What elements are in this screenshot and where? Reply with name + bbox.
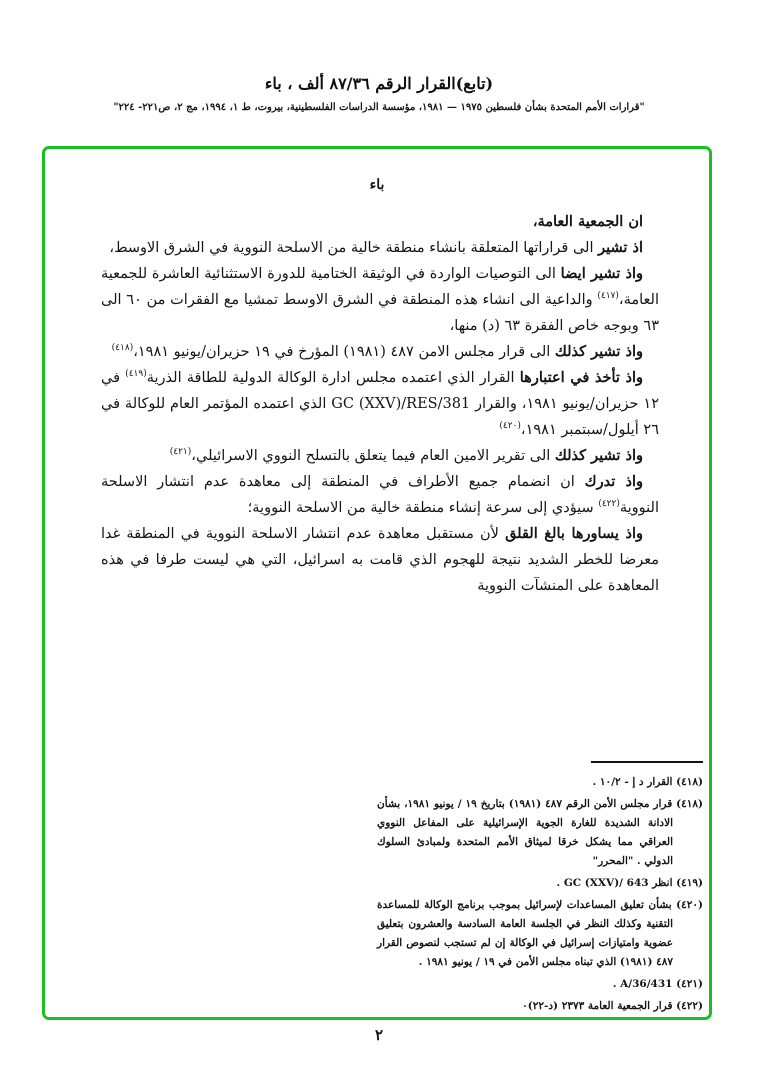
content-frame bbox=[42, 146, 712, 1020]
footnote-text: قرار الجمعية العامة ٢٣٧٣ (د-٢٢)٠ bbox=[522, 1000, 673, 1012]
footnote-text: انظر GC (XXV)/ 643 . bbox=[556, 877, 673, 889]
footnote-separator bbox=[591, 761, 703, 763]
footnote-marker: (٤١٨) bbox=[672, 776, 703, 788]
paragraph-lead: ان الجمعية العامة، bbox=[532, 213, 643, 230]
footnote bbox=[377, 997, 703, 1016]
paragraph-text: ان انضمام جميع الأطراف في المنطقة إلى معاهدة عدم انتشار الاسلحة النووية$^{(٤٢٢)}$ سيؤدي إلى سرعة إنشاء منطقة خالية من الاسلحة النووية؛ bbox=[101, 474, 659, 516]
footnote-list bbox=[377, 773, 703, 1016]
paragraph-lead: واذ تشير كذلك bbox=[554, 447, 643, 464]
footnote-marker: (٤٢٠) bbox=[671, 899, 703, 911]
footnote-reference: (٤٢٠) bbox=[499, 421, 521, 432]
source-citation: "قرارات الأمم المتحدة بشأن فلسطين ١٩٧٥ — ١٩٨١، مؤسسة الدراسات الفلسطينية، بيروت، ط ١، ١٩٩٤، مج ٢، ص٢٢١- ٢٢٤" bbox=[113, 102, 645, 113]
paragraph-list bbox=[101, 209, 659, 599]
paragraph bbox=[101, 339, 659, 365]
paragraph-lead: اذ تشير bbox=[598, 239, 643, 256]
footnote-reference: (٤١٧) bbox=[597, 291, 619, 302]
paragraph-text: الى قرار مجلس الامن ٤٨٧ (١٩٨١) المؤرخ في ١٩ حزيران/يونيو ١٩٨١،$^{(٤١٨)}$ bbox=[111, 343, 555, 360]
paragraph-text: الى تقرير الامين العام فيما يتعلق بالتسلح النووي الاسرائيلي،$^{(٤٢١)}$ bbox=[169, 447, 555, 464]
footnote-marker: (٤٢١) bbox=[672, 978, 703, 990]
paragraph-text: الى التوصيات الواردة في الوثيقة الختامية للدورة الاستثنائية العاشرة للجمعية العامة،$^{(٤١٧)}$ والداعية الى انشاء هذه المنطقة في الشرق الاوسط تمشيا مع الفقرات من ٦٠ الى ٦٣ وبوجه خاص الفقرة ٦٣ (د) منها، bbox=[101, 266, 659, 334]
footnote-reference: (٤١٨) bbox=[111, 343, 134, 354]
paragraph-text: القرار الذي اعتمده مجلس ادارة الوكالة الدولية للطاقة الذرية$^{(٤١٩)}$ في ١٢ حزيران/يونيو ١٩٨١، والقرار GC (XXV)/RES/381 الذي اعتمده المؤتمر العام للوكالة في ٢٦ أيلول/سبتمبر ١٩٨١،$^{(٤٢٠)}$ bbox=[101, 369, 659, 438]
footnote-reference: (٤٢١) bbox=[169, 447, 192, 458]
footnote bbox=[377, 896, 703, 972]
page-header bbox=[0, 74, 758, 113]
paragraph bbox=[101, 261, 659, 339]
page-number: ٢ bbox=[374, 1026, 384, 1044]
footnote bbox=[377, 795, 703, 871]
footnote-reference: (٤٢٢) bbox=[598, 499, 620, 510]
footnote bbox=[377, 975, 703, 994]
resolution-title: (تابع)القرار الرقم ٨٧/٣٦ ألف ، باء bbox=[264, 74, 494, 93]
paragraph-text: الى قراراتها المتعلقة بانشاء منطقة خالية من الاسلحة النووية في الشرق الاوسط، bbox=[109, 240, 599, 256]
footnote bbox=[377, 773, 703, 792]
paragraph bbox=[101, 443, 659, 469]
paragraph-lead: واذ تشير ايضا bbox=[560, 265, 643, 282]
footnote bbox=[377, 874, 703, 893]
footnote-marker: (٤١٨) bbox=[672, 798, 704, 810]
paragraph-lead: واذ تشير كذلك bbox=[554, 343, 643, 360]
paragraph-lead: واذ تدرك bbox=[584, 473, 644, 490]
paragraph bbox=[101, 209, 659, 235]
footnote-block bbox=[377, 761, 703, 1019]
paragraph-lead: واذ يساورها بالغ القلق bbox=[505, 525, 643, 542]
paragraph bbox=[101, 469, 659, 521]
section-heading: باء bbox=[369, 177, 385, 193]
footnote-reference: (٤١٩) bbox=[125, 369, 147, 380]
footnote-text: A/36/431 . bbox=[612, 978, 673, 990]
footnote-text: القرار د إ - ١٠/٢ . bbox=[592, 776, 673, 788]
paragraph bbox=[101, 235, 659, 261]
paragraph-lead: واذ تأخذ في اعتبارها bbox=[519, 369, 643, 386]
footnote-text: بشأن تعليق المساعدات لإسرائيل بموجب برنامج الوكالة للمساعدة التقنية وكذلك النظر في الجلسة العامة السادسة والعشرون بتعليق عضوية وامتيازات إسرائيل في الوكالة إن لم تستجب لنصوص القرار ٤٨٧ (١٩٨١) الذي تبناه مجلس الأمن في ١٩ / يونيو ١٩٨١ . bbox=[377, 899, 673, 968]
footnote-marker: (٤٢٢) bbox=[672, 1000, 703, 1012]
footnote-marker: (٤١٩) bbox=[672, 877, 703, 889]
paragraph bbox=[101, 365, 659, 443]
paragraph-text: لأن مستقبل معاهدة عدم انتشار الاسلحة النووية في المنطقة غدا معرضا للخطر الشديد نتيجة للهجوم الذي قامت به اسرائيل، التي هي ليست طرفا في هذه المعاهدة على المنشآت النووية bbox=[101, 526, 659, 594]
footnote-text: قرار مجلس الأمن الرقم ٤٨٧ (١٩٨١) بتاريخ ١٩ / يونيو ١٩٨١، بشأن الادانة الشديدة للغارة الجوية الإسرائيلية على المفاعل النووي العراقي مما يشكل خرقا لميثاق الأمم المتحدة ولمبادئ السلوك الدولي . "المحرر" bbox=[377, 798, 673, 867]
paragraph bbox=[101, 521, 659, 599]
